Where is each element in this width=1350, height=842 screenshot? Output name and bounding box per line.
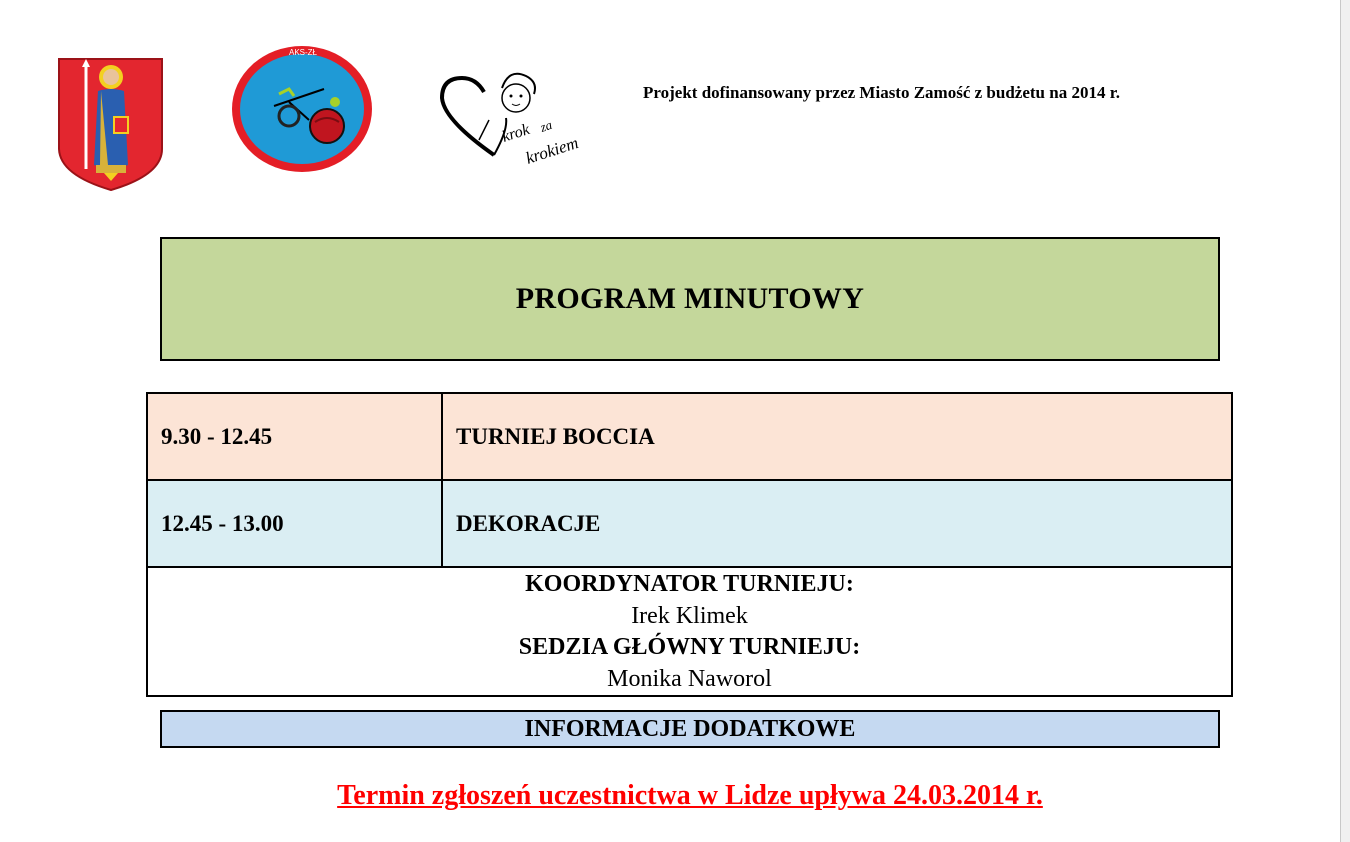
schedule-time: 12.45 - 13.00 [148, 481, 443, 566]
staff-section [148, 568, 1231, 696]
aks-club-logo [229, 44, 375, 174]
project-funding-note: Projekt dofinansowany przez Miasto Zamość z budżetu na 2014 r. [643, 83, 1120, 102]
program-title: PROGRAM MINUTOWY [515, 282, 865, 315]
registration-deadline: Termin zgłoszeń uczestnictwa w Lidze upływa 24.03.2014 r. [337, 780, 1043, 811]
schedule-event: TURNIEJ BOCCIA [456, 423, 655, 449]
krok-logo-word-2: za [538, 117, 554, 135]
schedule-time: 9.30 - 12.45 [148, 394, 443, 479]
page-edge [1340, 0, 1350, 842]
referee-label: SEDZIA GŁÓWNY TURNIEJU: [518, 634, 861, 660]
program-title-box [160, 237, 1220, 361]
coat-of-arms-logo [56, 57, 166, 192]
schedule-table [146, 392, 1233, 697]
schedule-row [148, 481, 1231, 568]
krok-za-krokiem-logo [434, 60, 600, 175]
coordinator-label: KOORDYNATOR TURNIEJU: [525, 571, 854, 597]
referee-name: Monika Naworol [607, 665, 772, 692]
coordinator-name: Irek Klimek [631, 602, 748, 629]
krok-logo-word-1: krok [499, 121, 532, 146]
krok-logo-word-3: krokiem [523, 133, 581, 168]
schedule-event: DEKORACJE [456, 510, 601, 536]
schedule-row [148, 394, 1231, 481]
aks-logo-text: AKS-ZŁ [289, 48, 318, 57]
additional-info-heading: INFORMACJE DODATKOWE [160, 710, 1220, 748]
